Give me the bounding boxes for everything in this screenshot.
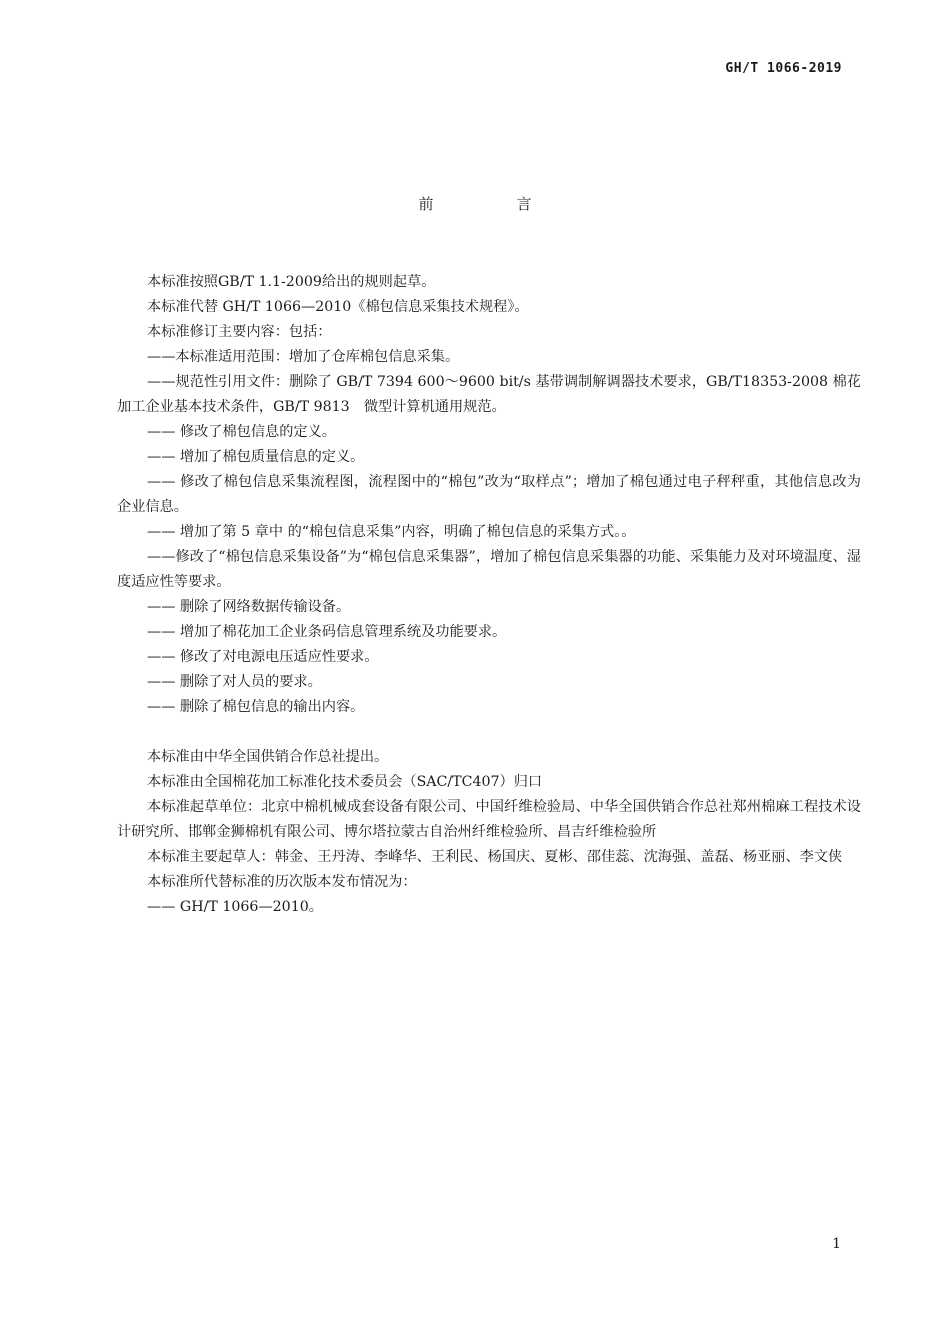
paragraph: ——修改了“棉包信息采集设备”为“棉包信息采集器”，增加了棉包信息采集器的功能、采集能力及对环境温度、湿度适应性等要求。 bbox=[117, 549, 861, 590]
paragraph: —— 修改了对电源电压适应性要求。 bbox=[147, 649, 379, 665]
paragraph: —— GH/T 1066—2010。 bbox=[147, 899, 323, 915]
paragraph: —— 增加了第 5 章中 的“棉包信息采集”内容，明确了棉包信息的采集方式。。 bbox=[147, 524, 636, 540]
paragraph: ——本标准适用范围：增加了仓库棉包信息采集。 bbox=[147, 349, 460, 365]
paragraph: —— 删除了网络数据传输设备。 bbox=[147, 599, 351, 615]
paragraph: 本标准所代替标准的历次版本发布情况为： bbox=[147, 874, 417, 890]
paragraph: 本标准由中华全国供销合作总社提出。 bbox=[147, 749, 389, 765]
paragraph: 本标准起草单位：北京中棉机械成套设备有限公司、中国纤维检验局、中华全国供销合作总社郑州棉麻工程技术设计研究所、邯郸金狮棉机有限公司、博尔塔拉蒙古自治州纤维检验所、昌吉纤维检验所 bbox=[117, 799, 861, 840]
paragraph: 本标准由全国棉花加工标准化技术委员会（SAC/TC407）归口 bbox=[147, 774, 543, 790]
document-body bbox=[117, 270, 861, 920]
paragraph: —— 修改了棉包信息采集流程图，流程图中的“棉包”改为“取样点”；增加了棉包通过电子秤秤重，其他信息改为企业信息。 bbox=[117, 474, 861, 515]
page-number: 1 bbox=[832, 1236, 841, 1252]
paragraph: 本标准修订主要内容：包括： bbox=[147, 324, 332, 340]
paragraph: ——规范性引用文件：删除了 GB/T 7394 600～9600 bit/s 基带调制解调器技术要求，GB/T18353-2008 棉花加工企业基本技术条件，GB/T 9813 微型计算机通用规范。 bbox=[117, 374, 861, 415]
page-title: 前 言 bbox=[418, 195, 566, 213]
paragraph: —— 增加了棉包质量信息的定义。 bbox=[147, 449, 365, 465]
paragraph: 本标准按照GB/T 1.1-2009给出的规则起草。 bbox=[147, 274, 436, 290]
paragraph: 本标准主要起草人：韩金、王丹涛、李峰华、王利民、杨国庆、夏彬、邵佳蕊、沈海强、盖磊、杨亚丽、李文侠 bbox=[147, 849, 843, 865]
spacer bbox=[117, 720, 861, 745]
paragraph: —— 删除了棉包信息的输出内容。 bbox=[147, 699, 365, 715]
standard-code: GH/T 1066-2019 bbox=[725, 61, 842, 76]
paragraph: —— 删除了对人员的要求。 bbox=[147, 674, 322, 690]
paragraph: —— 增加了棉花加工企业条码信息管理系统及功能要求。 bbox=[147, 624, 507, 640]
paragraph: 本标准代替 GH/T 1066—2010《棉包信息采集技术规程》。 bbox=[147, 299, 529, 315]
paragraph: —— 修改了棉包信息的定义。 bbox=[147, 424, 336, 440]
